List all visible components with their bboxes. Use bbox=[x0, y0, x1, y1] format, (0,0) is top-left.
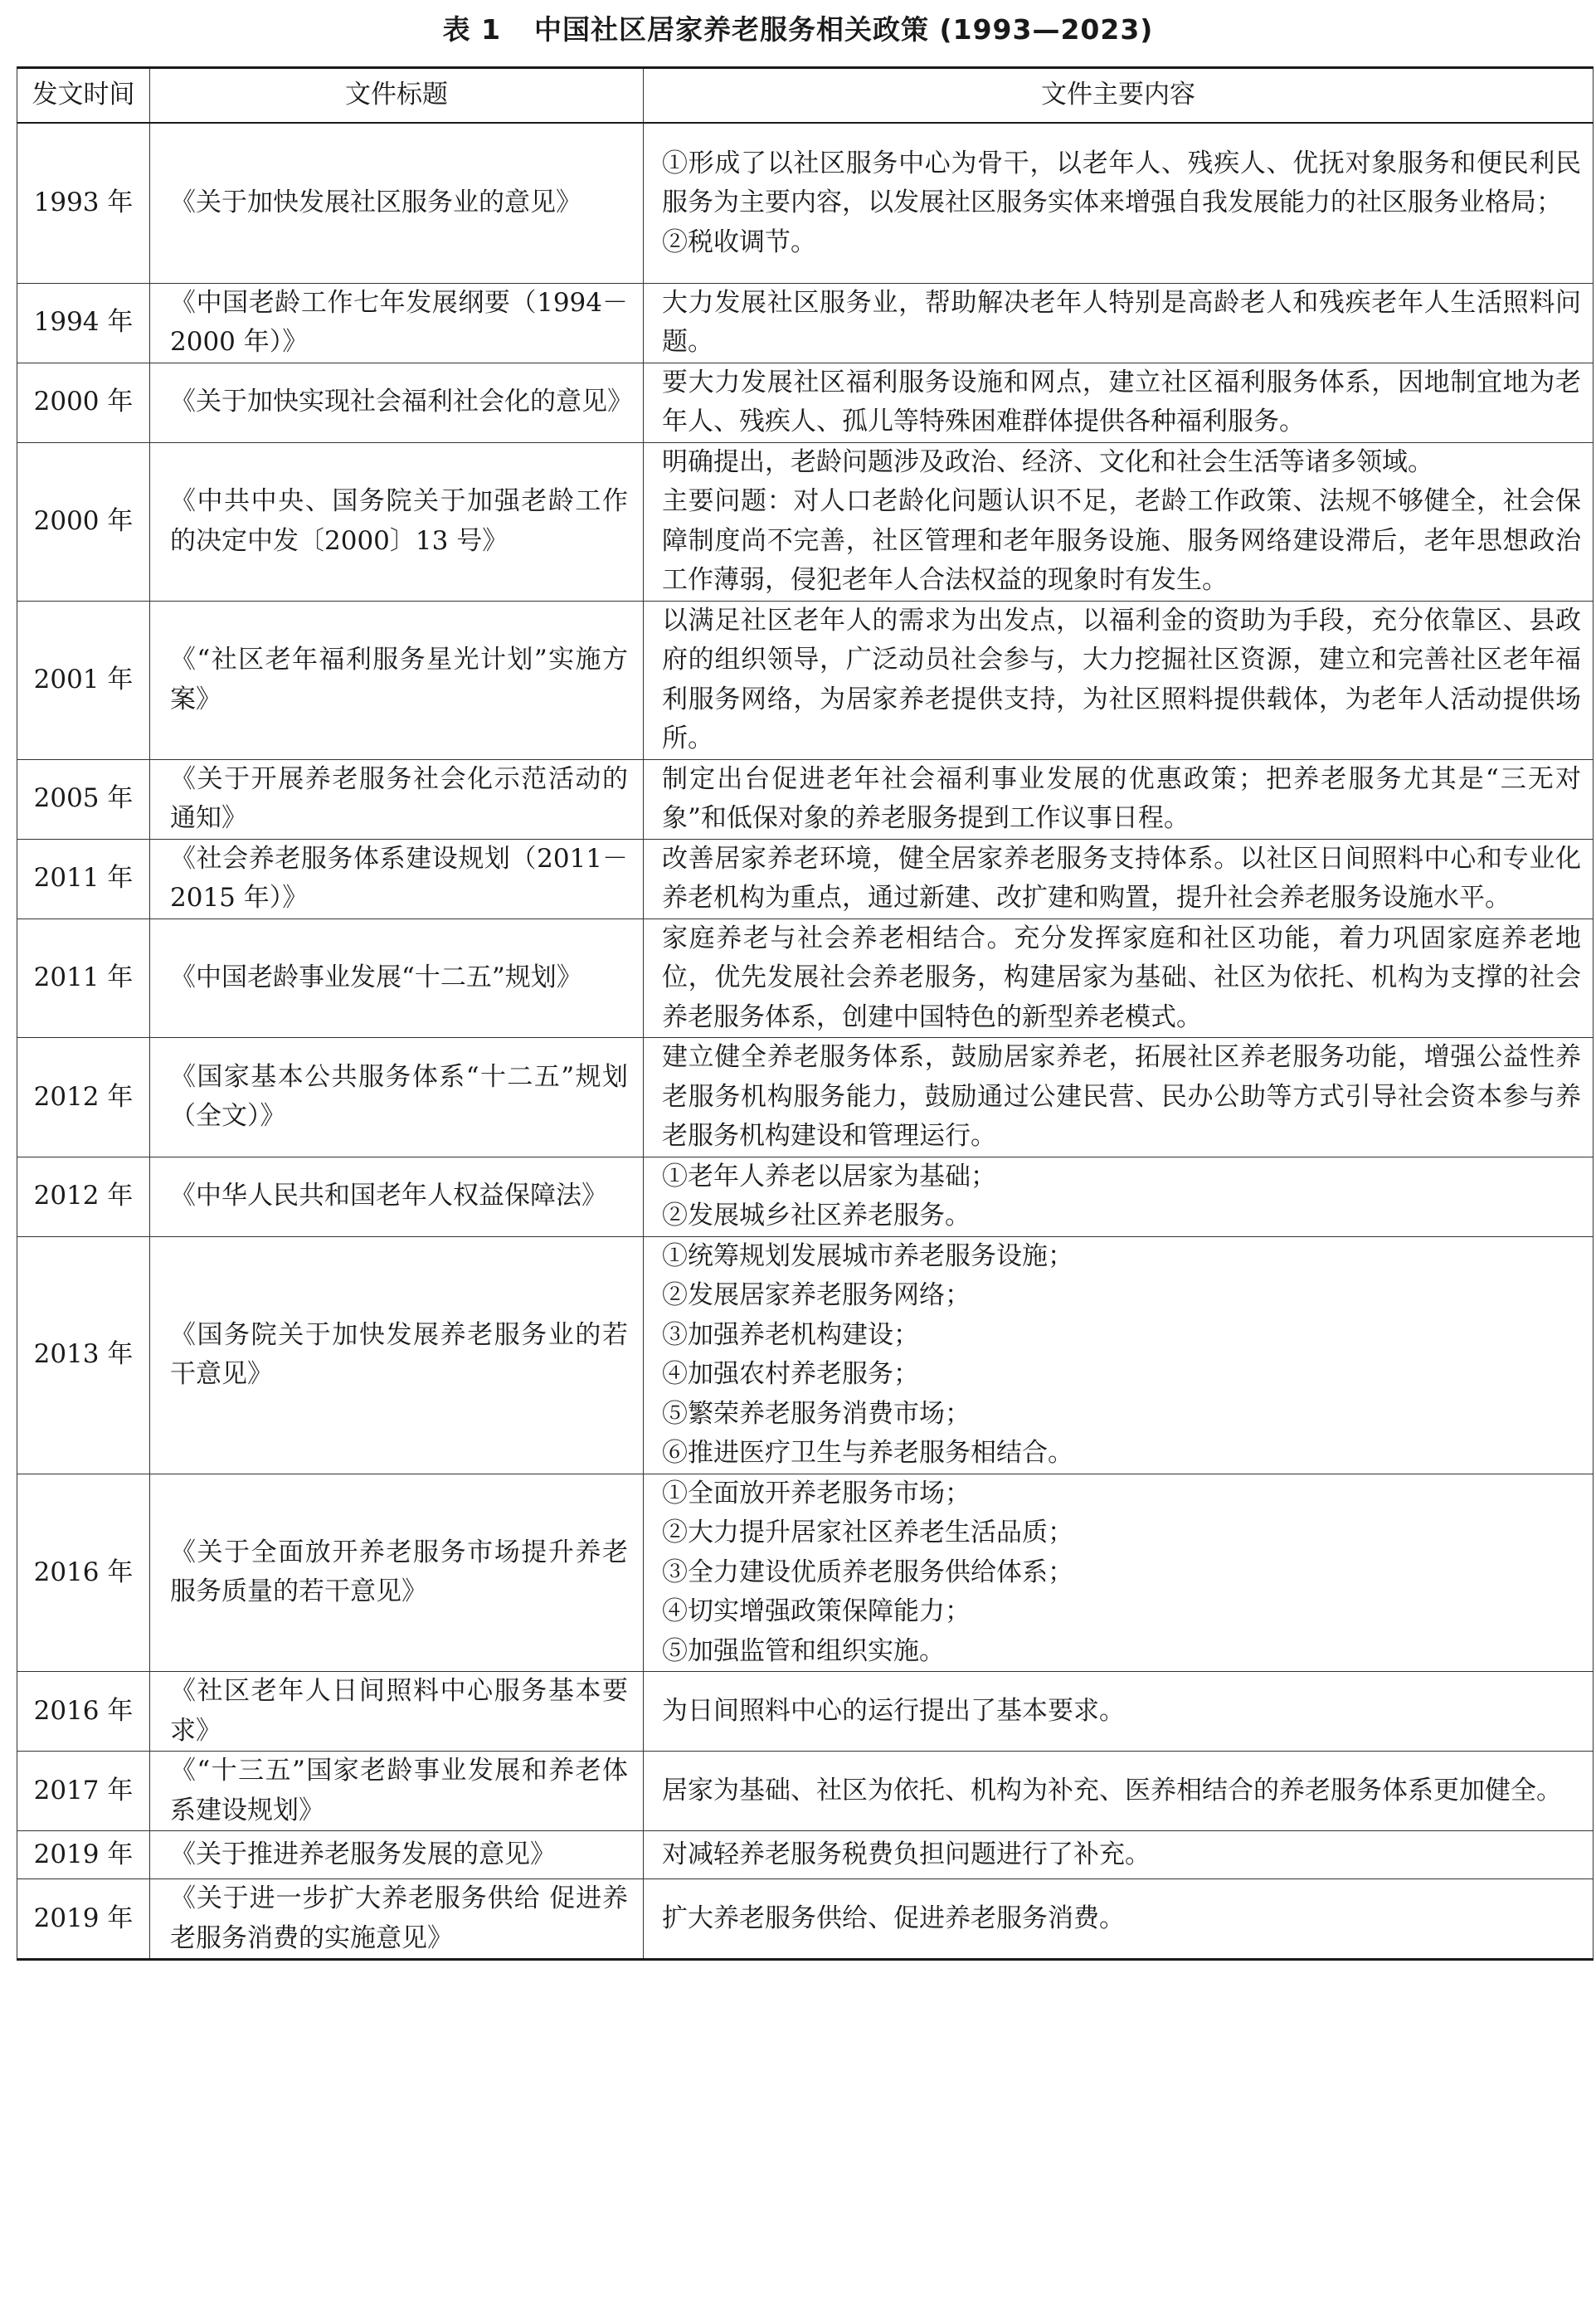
cell-main-content bbox=[644, 1752, 1594, 1831]
policy-table bbox=[17, 66, 1594, 1961]
cell-issue-date: 1993 年 bbox=[17, 123, 150, 283]
table-title: 中国社区居家养老服务相关政策 (1993—2023) bbox=[534, 13, 1154, 46]
cell-document-title: 《国家基本公共服务体系“十二五”规划（全文）》 bbox=[150, 1038, 644, 1157]
table-row bbox=[17, 1672, 1594, 1752]
content-line: 以满足社区老年人的需求为出发点，以福利金的资助为手段，充分依靠区、县政府的组织领导，广泛动员社会参与，大力挖掘社区资源，建立和完善社区老年福利服务网络，为居家养老提供支持，为社区照料提供载体，为老年人活动提供场所。 bbox=[662, 605, 1581, 753]
cell-document-title: 《关于全面放开养老服务市场提升养老服务质量的若干意见》 bbox=[150, 1474, 644, 1672]
content-line: ④切实增强政策保障能力； bbox=[662, 1596, 971, 1626]
column-header-title: 文件标题 bbox=[150, 68, 644, 124]
cell-document-title: 《关于开展养老服务社会化示范活动的通知》 bbox=[150, 759, 644, 839]
cell-document-title: 《中国老龄工作七年发展纲要（1994－2000 年）》 bbox=[150, 283, 644, 363]
cell-document-title: 《关于进一步扩大养老服务供给 促进养老服务消费的实施意见》 bbox=[150, 1879, 644, 1960]
cell-document-title: 《关于加快实现社会福利社会化的意见》 bbox=[150, 363, 644, 442]
column-header-date: 发文时间 bbox=[17, 68, 150, 124]
cell-document-title: 《国务院关于加快发展养老服务业的若干意见》 bbox=[150, 1236, 644, 1474]
table-row bbox=[17, 1157, 1594, 1236]
content-line: ②大力提升居家社区养老生活品质； bbox=[662, 1518, 1073, 1547]
cell-main-content bbox=[644, 442, 1594, 601]
content-line: ②税收调节。 bbox=[662, 227, 816, 257]
cell-issue-date: 1994 年 bbox=[17, 283, 150, 363]
cell-issue-date: 2000 年 bbox=[17, 363, 150, 442]
table-row bbox=[17, 839, 1594, 919]
content-line: ③全力建设优质养老服务供给体系； bbox=[662, 1557, 1073, 1587]
content-line: 家庭养老与社会养老相结合。充分发挥家庭和社区功能，着力巩固家庭养老地位，优先发展社会养老服务，构建居家为基础、社区为依托、机构为支撑的社会养老服务体系，创建中国特色的新型养老模式。 bbox=[662, 923, 1581, 1032]
cell-document-title: 《中共中央、国务院关于加强老龄工作的决定中发〔2000〕13 号》 bbox=[150, 442, 644, 601]
cell-main-content bbox=[644, 123, 1594, 283]
table-row bbox=[17, 1474, 1594, 1672]
content-line: 扩大养老服务供给、促进养老服务消费。 bbox=[662, 1903, 1125, 1933]
content-line: ①形成了以社区服务中心为骨干，以老年人、残疾人、优抚对象服务和便民利民服务为主要内容，以发展社区服务实体来增强自我发展能力的社区服务业格局； bbox=[662, 148, 1581, 217]
cell-issue-date: 2012 年 bbox=[17, 1038, 150, 1157]
table-row bbox=[17, 1236, 1594, 1474]
cell-main-content bbox=[644, 363, 1594, 442]
content-line: ①统筹规划发展城市养老服务设施； bbox=[662, 1240, 1073, 1271]
cell-document-title: 《“社区老年福利服务星光计划”实施方案》 bbox=[150, 601, 644, 759]
cell-issue-date: 2017 年 bbox=[17, 1752, 150, 1831]
content-line: ①全面放开养老服务市场； bbox=[662, 1478, 971, 1508]
cell-document-title: 《关于推进养老服务发展的意见》 bbox=[150, 1831, 644, 1879]
cell-issue-date: 2001 年 bbox=[17, 601, 150, 759]
content-line: 对减轻养老服务税费负担问题进行了补充。 bbox=[662, 1839, 1151, 1869]
cell-document-title: 《“十三五”国家老龄事业发展和养老体系建设规划》 bbox=[150, 1752, 644, 1831]
table-row bbox=[17, 123, 1594, 283]
content-line: 要大力发展社区福利服务设施和网点，建立社区福利服务体系，因地制宜地为老年人、残疾人、孤儿等特殊困难群体提供各种福利服务。 bbox=[662, 367, 1581, 436]
cell-issue-date: 2016 年 bbox=[17, 1672, 150, 1752]
content-line: 为日间照料中心的运行提出了基本要求。 bbox=[662, 1695, 1125, 1726]
cell-issue-date: 2019 年 bbox=[17, 1831, 150, 1879]
cell-main-content bbox=[644, 919, 1594, 1038]
table-row bbox=[17, 1038, 1594, 1157]
cell-issue-date: 2016 年 bbox=[17, 1474, 150, 1672]
cell-issue-date: 2019 年 bbox=[17, 1879, 150, 1960]
content-line: 改善居家养老环境，健全居家养老服务支持体系。以社区日间照料中心和专业化养老机构为重点，通过新建、改扩建和购置，提升社会养老服务设施水平。 bbox=[662, 843, 1581, 913]
column-header-content: 文件主要内容 bbox=[644, 68, 1594, 124]
table-caption bbox=[0, 12, 1596, 48]
content-line: ⑤繁荣养老服务消费市场； bbox=[662, 1398, 971, 1429]
content-line: 主要问题：对人口老龄化问题认识不足，老龄工作政策、法规不够健全，社会保障制度尚不完善，社区管理和老年服务设施、服务网络建设滞后，老年思想政治工作薄弱，侵犯老年人合法权益的现象时有发生。 bbox=[662, 486, 1581, 595]
header-row bbox=[17, 68, 1594, 124]
table-row bbox=[17, 601, 1594, 759]
cell-document-title: 《关于加快发展社区服务业的意见》 bbox=[150, 123, 644, 283]
content-line: ⑤加强监管和组织实施。 bbox=[662, 1635, 945, 1666]
cell-main-content bbox=[644, 839, 1594, 919]
cell-issue-date: 2005 年 bbox=[17, 759, 150, 839]
table-row bbox=[17, 919, 1594, 1038]
cell-main-content bbox=[644, 1236, 1594, 1474]
table-row bbox=[17, 442, 1594, 601]
content-line: 建立健全养老服务体系，鼓励居家养老，拓展社区养老服务功能，增强公益性养老服务机构服务能力，鼓励通过公建民营、民办公助等方式引导社会资本参与养老服务机构建设和管理运行。 bbox=[662, 1042, 1581, 1151]
content-line: ④加强农村养老服务； bbox=[662, 1359, 919, 1389]
cell-main-content bbox=[644, 1879, 1594, 1960]
cell-issue-date: 2013 年 bbox=[17, 1236, 150, 1474]
cell-main-content bbox=[644, 759, 1594, 839]
cell-document-title: 《社区老年人日间照料中心服务基本要求》 bbox=[150, 1672, 644, 1752]
table-header bbox=[17, 68, 1594, 124]
cell-document-title: 《中国老龄事业发展“十二五”规划》 bbox=[150, 919, 644, 1038]
cell-main-content bbox=[644, 1672, 1594, 1752]
cell-main-content bbox=[644, 1038, 1594, 1157]
table-row bbox=[17, 1831, 1594, 1879]
cell-issue-date: 2011 年 bbox=[17, 839, 150, 919]
table-body bbox=[17, 123, 1594, 1960]
cell-document-title: 《社会养老服务体系建设规划（2011－2015 年）》 bbox=[150, 839, 644, 919]
cell-document-title: 《中华人民共和国老年人权益保障法》 bbox=[150, 1157, 644, 1236]
table-row bbox=[17, 759, 1594, 839]
table-number: 表 1 bbox=[442, 13, 502, 46]
content-line: 居家为基础、社区为依托、机构为补充、医养相结合的养老服务体系更加健全。 bbox=[662, 1775, 1562, 1805]
content-line: ②发展城乡社区养老服务。 bbox=[662, 1201, 971, 1230]
cell-issue-date: 2011 年 bbox=[17, 919, 150, 1038]
content-line: ②发展居家养老服务网络； bbox=[662, 1280, 971, 1310]
cell-main-content bbox=[644, 1474, 1594, 1672]
table-row bbox=[17, 1879, 1594, 1960]
content-line: ⑥推进医疗卫生与养老服务相结合。 bbox=[662, 1438, 1073, 1468]
cell-issue-date: 2000 年 bbox=[17, 442, 150, 601]
cell-main-content bbox=[644, 1157, 1594, 1236]
cell-main-content bbox=[644, 1831, 1594, 1879]
content-line: 大力发展社区服务业，帮助解决老年人特别是高龄老人和残疾老年人生活照料问题。 bbox=[662, 287, 1581, 357]
content-line: ①老年人养老以居家为基础； bbox=[662, 1161, 996, 1191]
cell-main-content bbox=[644, 283, 1594, 363]
table-row bbox=[17, 283, 1594, 363]
content-line: 制定出台促进老年社会福利事业发展的优惠政策；把养老服务尤其是“三无对象”和低保对象的养老服务提到工作议事日程。 bbox=[662, 763, 1581, 833]
content-line: ③加强养老机构建设； bbox=[662, 1319, 919, 1350]
content-line: 明确提出，老龄问题涉及政治、经济、文化和社会生活等诸多领域。 bbox=[662, 446, 1433, 477]
cell-issue-date: 2012 年 bbox=[17, 1157, 150, 1236]
table-row bbox=[17, 1752, 1594, 1831]
table-row bbox=[17, 363, 1594, 442]
cell-main-content bbox=[644, 601, 1594, 759]
